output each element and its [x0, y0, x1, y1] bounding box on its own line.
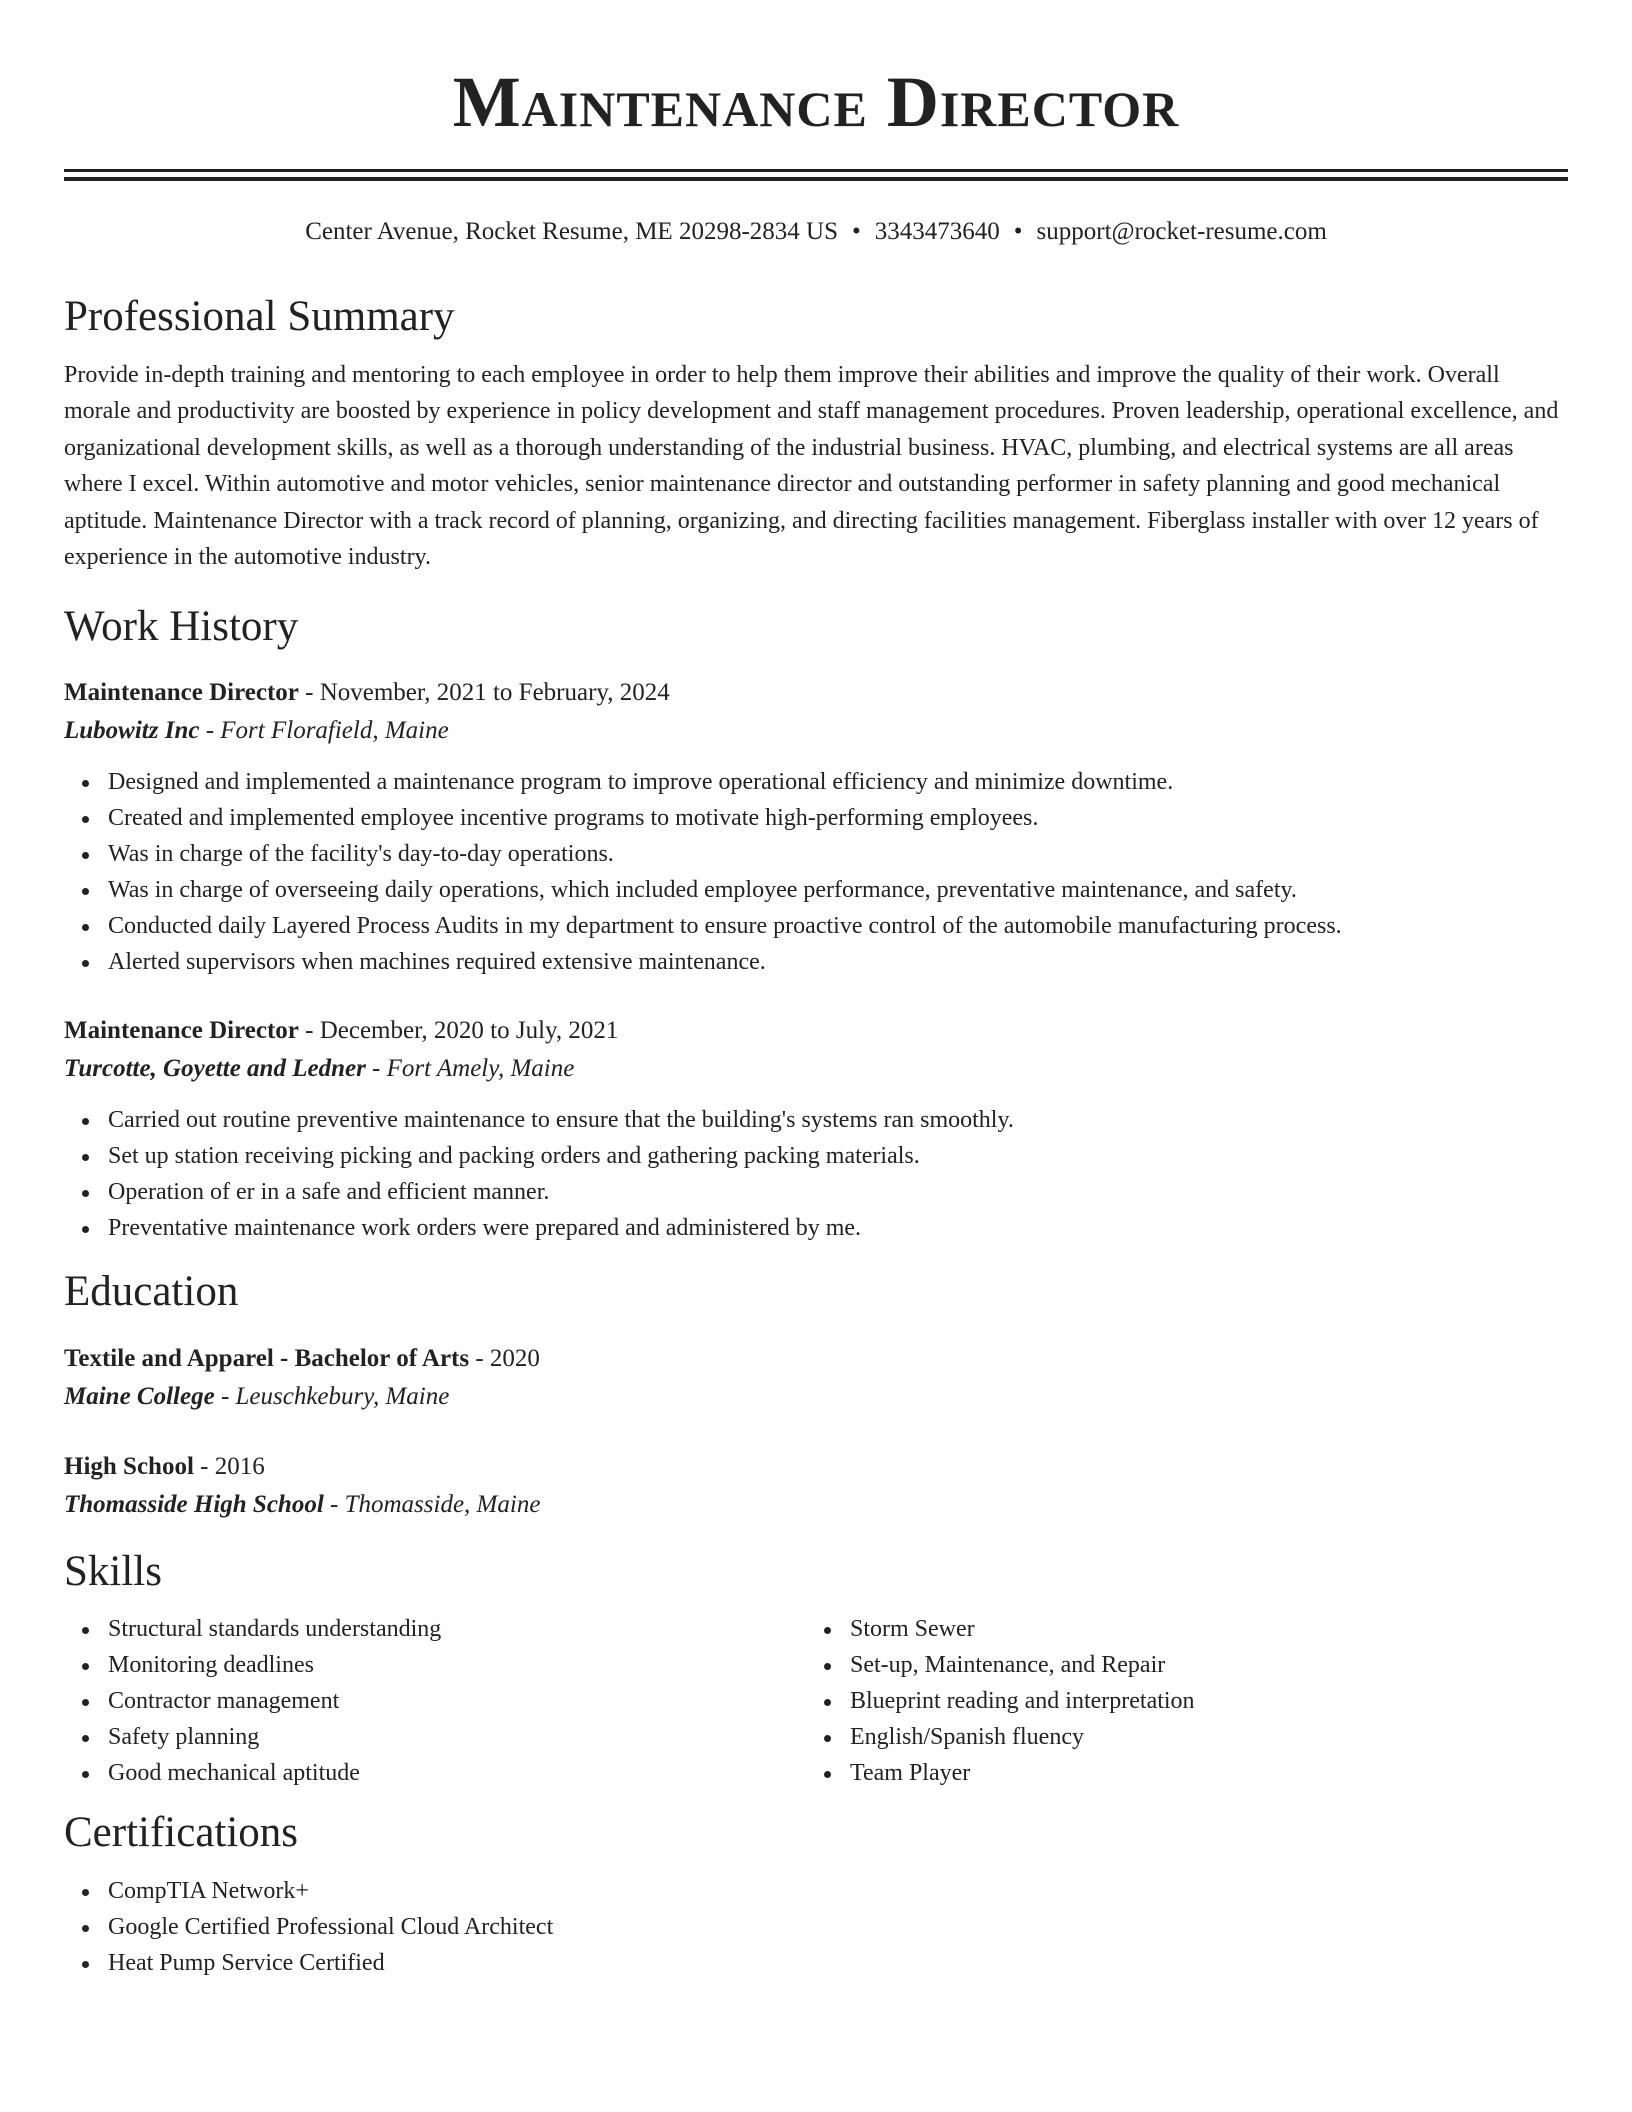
- education-entry: [64, 1448, 1568, 1524]
- list-item: CompTIA Network+: [108, 1873, 1568, 1909]
- list-item: Storm Sewer: [850, 1611, 1548, 1647]
- job-dates: - December, 2020 to July, 2021: [298, 1017, 619, 1045]
- education-year: - 2016: [193, 1452, 265, 1480]
- skills-column-left: [64, 1611, 806, 1791]
- job-heading: [64, 674, 1568, 712]
- list-item: Preventative maintenance work orders were prepared and administered by me.: [108, 1210, 1568, 1246]
- section-title-education: Education: [64, 1268, 239, 1316]
- list-item: Was in charge of overseeing daily operations, which included employee performance, preventative maintenance, and safety.: [108, 872, 1568, 908]
- skills-list: [806, 1611, 1548, 1791]
- certifications-list: [64, 1873, 1568, 1981]
- header-double-rule: [64, 169, 1568, 181]
- job-dates: - November, 2021 to February, 2024: [298, 679, 670, 707]
- job-bullet-list: [64, 764, 1568, 980]
- skills-column-right: [806, 1611, 1548, 1791]
- contact-separator: •: [1013, 218, 1023, 245]
- job-company: Lubowitz Inc: [64, 717, 200, 745]
- contact-email: support@rocket-resume.com: [1036, 218, 1327, 245]
- job-role: Maintenance Director: [64, 679, 299, 707]
- skills-list: [64, 1611, 806, 1791]
- list-item: Structural standards understanding: [108, 1611, 806, 1647]
- job-location: - Fort Amely, Maine: [365, 1055, 575, 1083]
- education-location: - Leuschkebury, Maine: [214, 1382, 450, 1410]
- list-item: Good mechanical aptitude: [108, 1755, 806, 1791]
- list-item: Set up station receiving picking and packing orders and gathering packing materials.: [108, 1138, 1568, 1174]
- skills-columns: [64, 1611, 1568, 1791]
- list-item: Designed and implemented a maintenance program to improve operational efficiency and minimize downtime.: [108, 764, 1568, 800]
- education-school: Maine College: [64, 1382, 215, 1410]
- section-title-certifications: Certifications: [64, 1809, 299, 1857]
- list-item: Team Player: [850, 1755, 1548, 1791]
- list-item: Was in charge of the facility's day-to-day operations.: [108, 836, 1568, 872]
- job-role: Maintenance Director: [64, 1017, 299, 1045]
- list-item: Operation of er in a safe and efficient manner.: [108, 1174, 1568, 1210]
- section-title-work-history: Work History: [64, 602, 299, 650]
- list-item: English/Spanish fluency: [850, 1719, 1548, 1755]
- list-item: Set-up, Maintenance, and Repair: [850, 1647, 1548, 1683]
- job-entry: [64, 674, 1568, 980]
- job-entry: [64, 1012, 1568, 1246]
- education-entry: [64, 1340, 1568, 1416]
- list-item: Heat Pump Service Certified: [108, 1945, 1568, 1981]
- education-degree: High School: [64, 1452, 194, 1480]
- job-company-line: [64, 712, 1568, 750]
- list-item: Created and implemented employee incentive programs to motivate high-performing employees.: [108, 800, 1568, 836]
- education-heading: [64, 1340, 1568, 1378]
- education-school-line: [64, 1486, 1568, 1524]
- list-item: Safety planning: [108, 1719, 806, 1755]
- contact-phone: 3343473640: [874, 218, 1000, 245]
- contact-line: [64, 217, 1568, 247]
- job-company-line: [64, 1050, 1568, 1088]
- education-degree: Textile and Apparel - Bachelor of Arts: [64, 1344, 470, 1372]
- list-item: Alerted supervisors when machines required extensive maintenance.: [108, 944, 1568, 980]
- contact-address: Center Avenue, Rocket Resume, ME 20298-2834 US: [305, 218, 838, 245]
- contact-separator: •: [851, 218, 861, 245]
- list-item: Contractor management: [108, 1683, 806, 1719]
- list-item: Monitoring deadlines: [108, 1647, 806, 1683]
- section-title-summary: Professional Summary: [64, 293, 455, 340]
- job-company: Turcotte, Goyette and Ledner: [64, 1055, 366, 1083]
- education-heading: [64, 1448, 1568, 1486]
- education-year: - 2020: [469, 1344, 540, 1372]
- resume-name: Maintenance Director: [452, 62, 1180, 142]
- list-item: Conducted daily Layered Process Audits in my department to ensure proactive control of the automobile manufacturing process.: [108, 908, 1568, 944]
- job-heading: [64, 1012, 1568, 1050]
- education-school: Thomasside High School: [64, 1490, 324, 1518]
- job-bullet-list: [64, 1102, 1568, 1246]
- list-item: Carried out routine preventive maintenance to ensure that the building's systems ran smoothly.: [108, 1102, 1568, 1138]
- list-item: Google Certified Professional Cloud Architect: [108, 1909, 1568, 1945]
- list-item: Blueprint reading and interpretation: [850, 1683, 1548, 1719]
- section-title-skills: Skills: [64, 1547, 162, 1595]
- summary-text: Provide in-depth training and mentoring to each employee in order to help them improve their abilities and improve the quality of their work. Overall morale and productivity are boosted by experience in policy development and staff management procedures. Proven leadership, operational excellence, and organizational development skills, as well as a thorough understanding of the industrial business. HVAC, plumbing, and electrical systems are all areas where I excel. Within automotive and motor vehicles, senior maintenance director and outstanding performer in safety planning and good mechanical aptitude. Maintenance Director with a track record of planning, organizing, and directing facilities management. Fiberglass installer with over 12 years of experience in the automotive industry.: [64, 361, 1559, 571]
- job-location: - Fort Florafield, Maine: [199, 717, 449, 745]
- education-school-line: [64, 1378, 1568, 1416]
- education-location: - Thomasside, Maine: [323, 1490, 541, 1518]
